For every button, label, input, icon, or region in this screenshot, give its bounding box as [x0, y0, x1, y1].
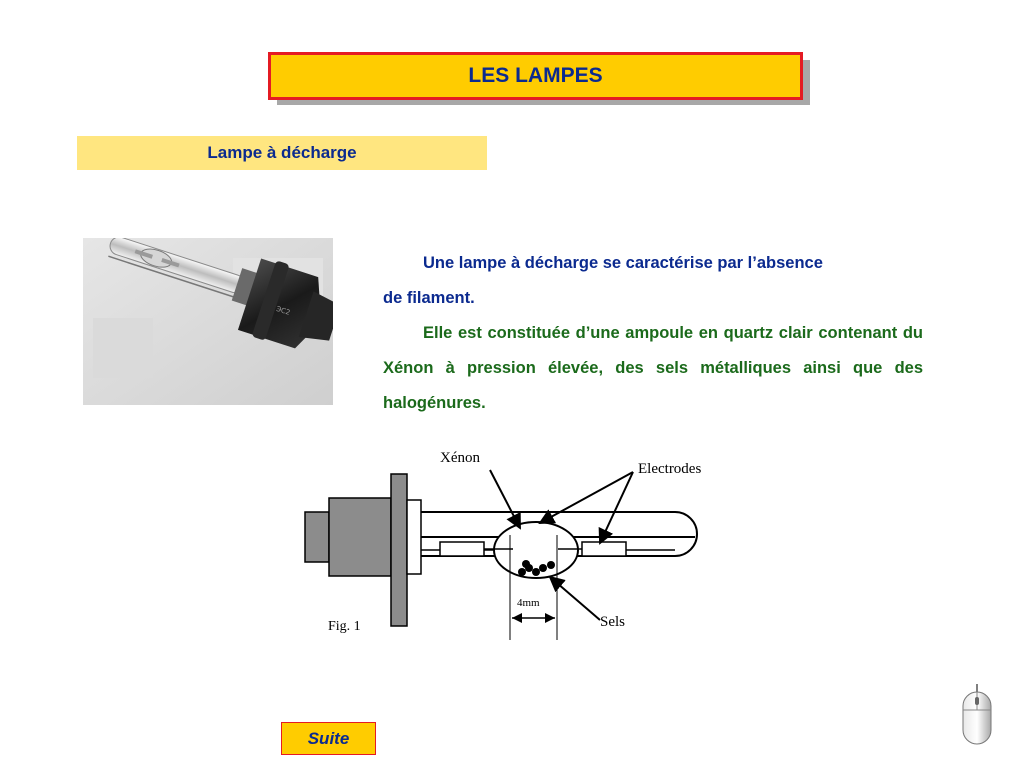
label-electrodes: Electrodes [638, 461, 702, 477]
paragraph-2-text: Elle est constituée d’une ampoule en quartz clair contenant du Xénon à pression élevée, des sels métalliques ainsi que des halogénures. [383, 324, 923, 412]
next-button[interactable]: Suite [281, 722, 376, 755]
svg-text:ЭС2: ЭС2 [275, 304, 292, 317]
page-title: LES LAMPES [268, 52, 803, 100]
figure-caption: Fig. 1 [328, 619, 361, 634]
paragraph-1-line-1: Une lampe à décharge se caractérise par l’absence [423, 254, 823, 272]
description-text [383, 246, 923, 421]
label-xenon: Xénon [440, 450, 480, 466]
lamp-photo [83, 238, 333, 405]
mouse-icon[interactable] [960, 684, 994, 746]
label-sels: Sels [600, 614, 626, 630]
paragraph-1-line-2: de filament. [383, 289, 475, 307]
paragraph-1 [383, 246, 923, 316]
paragraph-2 [383, 316, 923, 421]
label-dimension: 4mm [517, 597, 540, 609]
lamp-diagram [300, 440, 720, 640]
section-subtitle: Lampe à décharge [77, 136, 487, 170]
